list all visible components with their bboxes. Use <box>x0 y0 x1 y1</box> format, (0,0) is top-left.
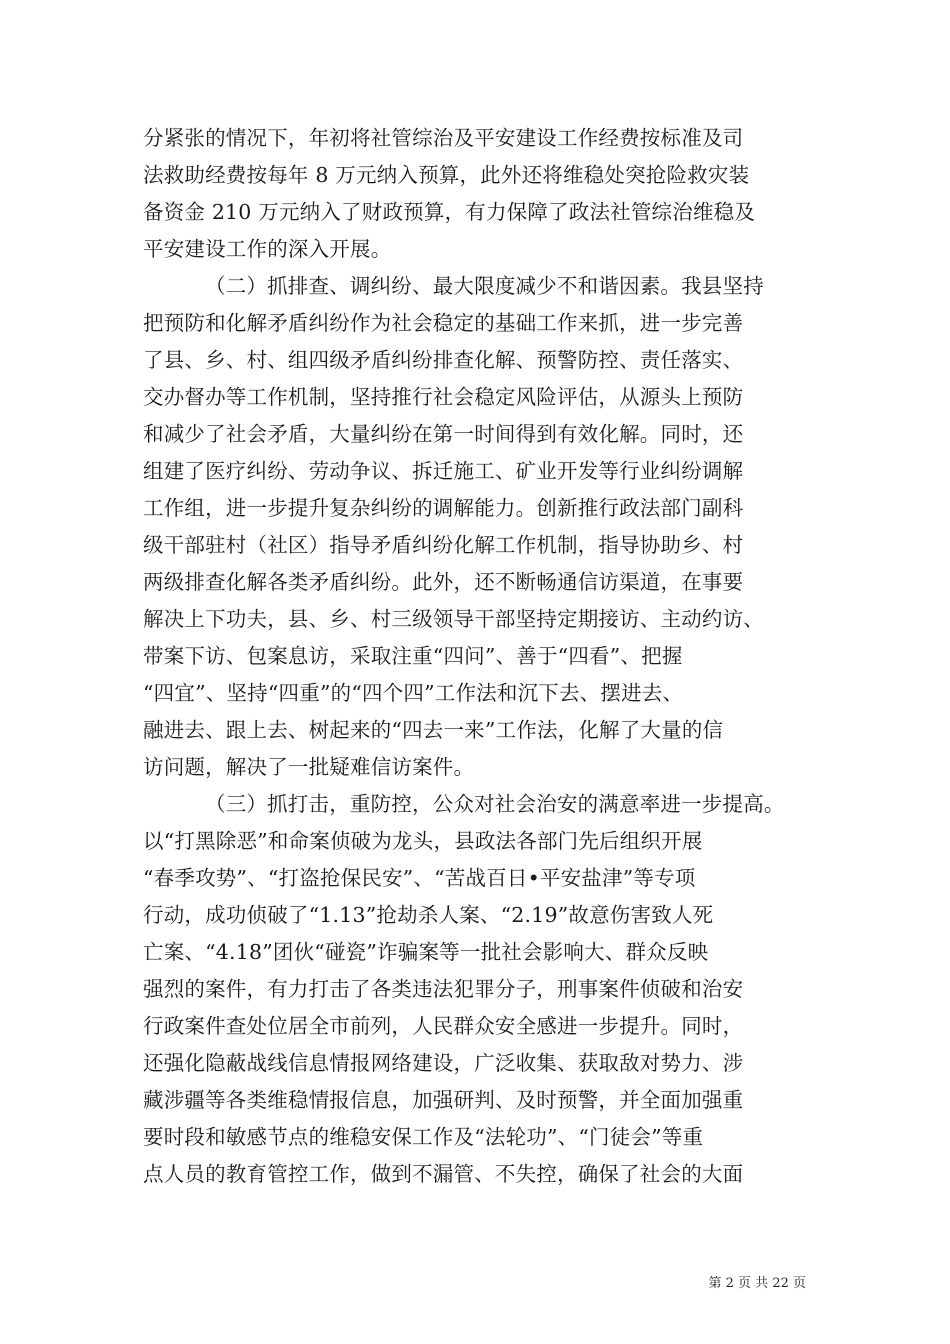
text-line: 融进去、跟上去、树起来的“四去一来”工作法，化解了大量的信 <box>143 718 724 742</box>
text-line: 解决上下功夫，县、乡、村三级领导干部坚持定期接访、主动约访、 <box>143 607 764 631</box>
text-line: 和减少了社会矛盾，大量纠纷在第一时间得到有效化解。同时，还 <box>143 422 744 446</box>
text-line: 行动，成功侦破了“1.13”抢劫杀人案、“2.19”故意伤害致人死 <box>143 903 714 927</box>
text-line: “四宜”、坚持“四重”的“四个四”工作法和沉下去、摆进去、 <box>143 681 684 705</box>
paragraph-start-line: （三）抓打击，重防控，公众对社会治安的满意率进一步提高。 <box>205 792 785 816</box>
text-line: 访问题，解决了一批疑难信访案件。 <box>143 755 475 779</box>
text-line: 了县、乡、村、组四级矛盾纠纷排查化解、预警防控、责任落实、 <box>143 348 744 372</box>
text-line: 平安建设工作的深入开展。 <box>143 237 392 261</box>
text-line: 工作组，进一步提升复杂纠纷的调解能力。创新推行政法部门副科 <box>143 496 744 520</box>
text-line: 亡案、“4.18”团伙“碰瓷”诈骗案等一批社会影响大、群众反映 <box>143 940 709 964</box>
text-line: 要时段和敏感节点的维稳安保工作及“法轮功”、“门徒会”等重 <box>143 1125 704 1149</box>
text-line: 强烈的案件，有力打击了各类违法犯罪分子，刑事案件侦破和治安 <box>143 977 744 1001</box>
text-line: “春季攻势”、“打盗抢保民安”、“苦战百日•平安盐津”等专项 <box>143 866 696 890</box>
text-line: 把预防和化解矛盾纠纷作为社会稳定的基础工作来抓，进一步完善 <box>143 311 744 335</box>
text-line: 两级排查化解各类矛盾纠纷。此外，还不断畅通信访渠道，在事要 <box>143 570 744 594</box>
text-line: 组建了医疗纠纷、劳动争议、拆迁施工、矿业开发等行业纠纷调解 <box>143 459 744 483</box>
text-line: 级干部驻村（社区）指导矛盾纠纷化解工作机制，指导协助乡、村 <box>143 533 744 557</box>
text-line: 点人员的教育管控工作，做到不漏管、不失控，确保了社会的大面 <box>143 1162 744 1186</box>
text-line: 备资金 210 万元纳入了财政预算，有力保障了政法社管综治维稳及 <box>143 200 756 224</box>
text-line: 还强化隐蔽战线信息情报网络建设，广泛收集、获取敌对势力、涉 <box>143 1051 744 1075</box>
text-line: 带案下访、包案息访，采取注重“四问”、善于“四看”、把握 <box>143 644 683 668</box>
text-line: 以“打黑除恶”和命案侦破为龙头，县政法各部门先后组织开展 <box>143 829 703 853</box>
text-line: 法救助经费按每年 8 万元纳入预算，此外还将维稳处突抢险救灾装 <box>143 163 750 187</box>
text-line: 交办督办等工作机制，坚持推行社会稳定风险评估，从源头上预防 <box>143 385 744 409</box>
text-line: 行政案件查处位居全市前列，人民群众安全感进一步提升。同时， <box>143 1014 744 1038</box>
paragraph-start-line: （二）抓排查、调纠纷、最大限度减少不和谐因素。我县坚持 <box>205 274 764 298</box>
text-line: 藏涉疆等各类维稳情报信息，加强研判、及时预警，并全面加强重 <box>143 1088 744 1112</box>
page-number-footer: 第 2 页 共 22 页 <box>708 1276 806 1291</box>
text-line: 分紧张的情况下，年初将社管综治及平安建设工作经费按标准及司 <box>143 126 744 150</box>
